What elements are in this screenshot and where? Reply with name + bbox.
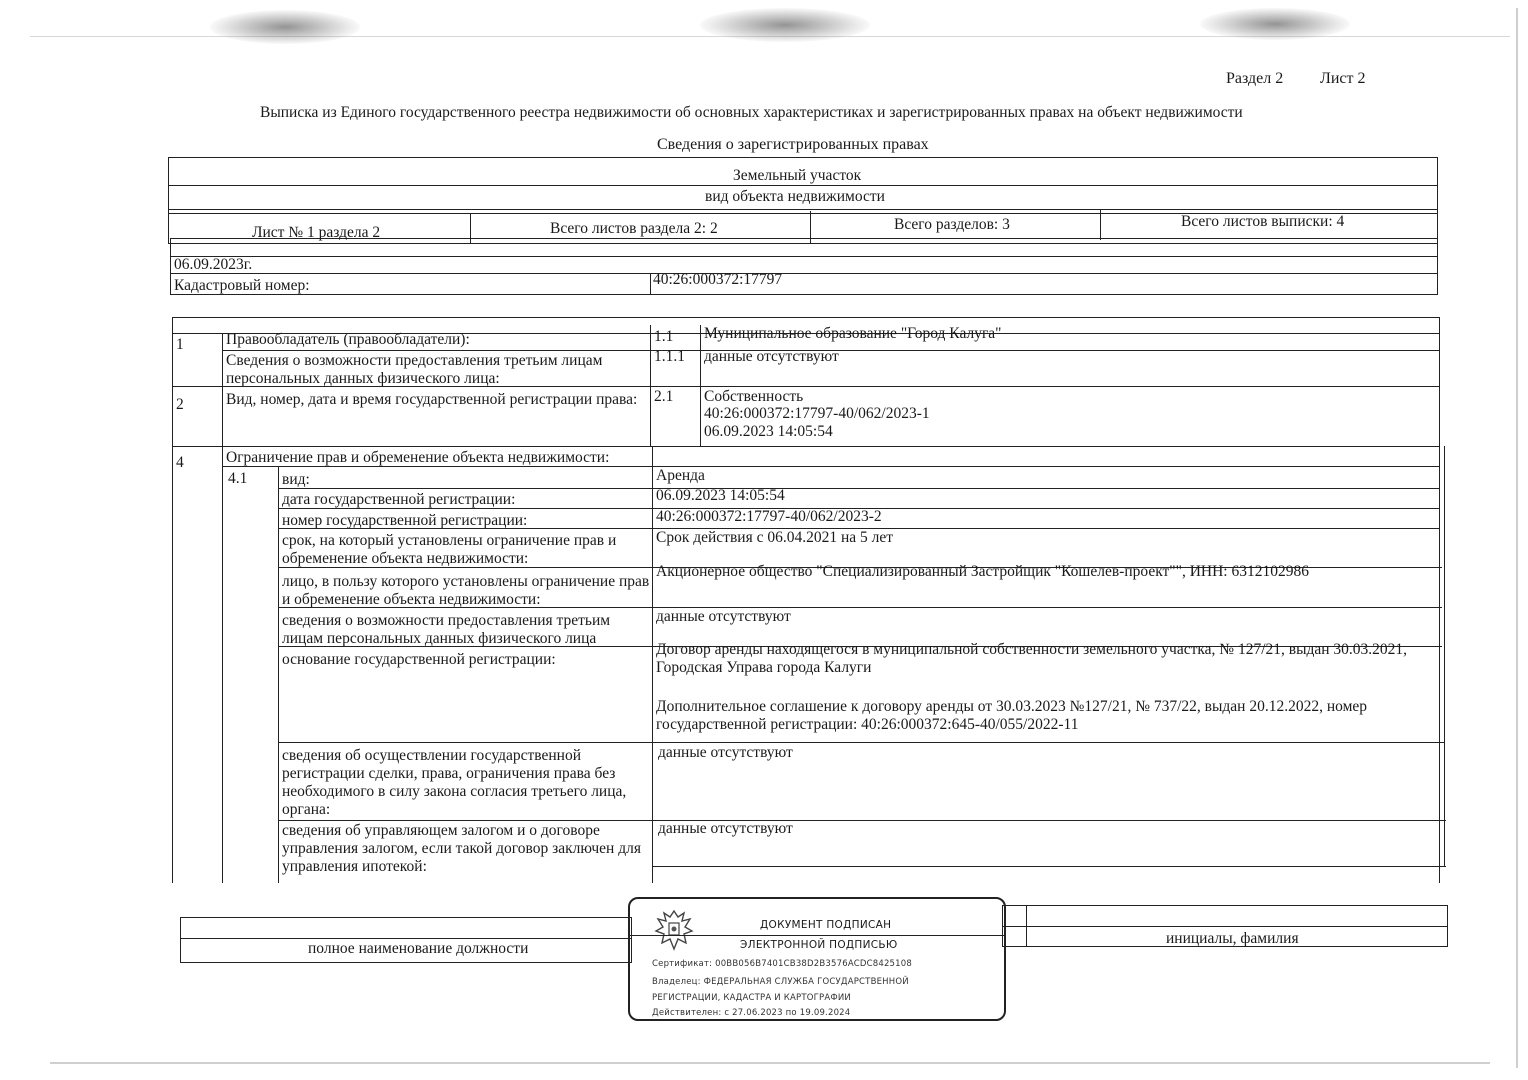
rights-row-divider xyxy=(172,446,1440,447)
item-regdate-value: 06.09.2023 14:05:54 xyxy=(656,487,785,504)
stamp-title-1: ДОКУМЕНТ ПОДПИСАН xyxy=(760,919,892,931)
total-sections: Всего разделов: 3 xyxy=(894,216,1010,233)
row1-value: Муниципальное образование "Город Калуга" xyxy=(704,325,1002,342)
row2-num: 2 xyxy=(176,396,184,413)
row4-sub-num: 4.1 xyxy=(228,470,248,487)
stamp-owner-1: Владелец: ФЕДЕРАЛЬНАЯ СЛУЖБА ГОСУДАРСТВЕННОЙ xyxy=(652,977,909,987)
row1-1-value: данные отсутствуют xyxy=(704,348,839,365)
object-type: Земельный участок xyxy=(733,167,862,184)
row1-1-label: Сведения о возможности предоставления третьим лицам персональных данных физического лица: xyxy=(226,352,603,387)
rights-row-divider xyxy=(172,386,1440,387)
row2-label: Вид, номер, дата и время государственной регистрации права: xyxy=(226,391,638,408)
item-consent-label: сведения об осуществлении государственной регистрации сделки, права, ограничения права без необходимого в силу закона согласия третьего лица, органа: xyxy=(282,747,627,818)
stamp-divider xyxy=(630,935,1004,936)
e-signature-stamp xyxy=(628,897,1006,1021)
item-personal-data-value: данные отсутствуют xyxy=(656,608,791,625)
item-right-border xyxy=(1444,446,1445,866)
scan-bottom-edge xyxy=(50,1062,1490,1064)
row1-code: 1.1 xyxy=(654,328,674,345)
sheet-label: Лист 2 xyxy=(1320,70,1366,87)
row4-num: 4 xyxy=(176,454,184,471)
meta-vdivider xyxy=(650,273,651,295)
item-beneficiary-label: лицо, в пользу которого установлены ограничение прав и обременение объекта недвижимости: xyxy=(282,573,650,608)
row2-value-line3: 06.09.2023 14:05:54 xyxy=(704,423,833,440)
item-kind-label: вид: xyxy=(282,471,310,488)
meta-box xyxy=(170,238,1438,295)
item-beneficiary-value: Акционерное общество "Специализированный Застройщик "Кошелев-проект"", ИНН: 6312102986 xyxy=(656,563,1309,580)
row2-value-line2: 40:26:000372:17797-40/062/2023-1 xyxy=(704,405,930,422)
item-basis-value: Договор аренды находящегося в муниципальной собственности земельного участка, № 127/21, выдан 30.03.2021, Городская Управа города Калуги xyxy=(656,641,1408,676)
stamp-certificate: Сертификат: 00BB056B7401CB38D2B3576ACDC8425108 xyxy=(652,959,912,969)
row2-code: 2.1 xyxy=(654,388,674,405)
signature-vdivider xyxy=(1026,905,1027,947)
object-type-caption: вид объекта недвижимости xyxy=(705,188,885,205)
cadastral-value: 40:26:000372:17797 xyxy=(653,271,783,288)
item-pledge-label: сведения об управляющем залогом и о договоре управления залогом, если такой договор заключен для управления ипотекой: xyxy=(282,822,641,875)
item-divider xyxy=(278,742,1444,743)
item-pledge-value: данные отсутствуют xyxy=(658,820,793,837)
scan-smudge xyxy=(1200,8,1350,40)
item-basis-value-2: Дополнительное соглашение к договору аренды от 30.03.2023 №127/21, № 737/22, выдан 20.12.2022, номер государственной регистрации: 40:26:000372:645-40/055/2022-11 xyxy=(656,698,1368,733)
item-divider xyxy=(278,820,1446,821)
item-regnum-label: номер государственной регистрации: xyxy=(282,512,528,529)
total-section-sheets: Всего листов раздела 2: 2 xyxy=(550,220,718,237)
item-personal-data-label: сведения о возможности предоставления третьим лицам персональных данных физического лица xyxy=(282,612,611,647)
scan-smudge xyxy=(210,10,360,44)
item-basis-label: основание государственной регистрации: xyxy=(282,651,556,668)
item-divider xyxy=(278,488,1440,489)
total-extract-sheets: Всего листов выписки: 4 xyxy=(1181,213,1345,230)
rights-row-divider xyxy=(222,466,1440,467)
sheet-number: Лист № 1 раздела 2 xyxy=(252,224,381,241)
row4-label: Ограничение прав и обременение объекта недвижимости: xyxy=(226,449,610,466)
row1-label: Правообладатель (правообладатели): xyxy=(226,331,470,348)
meta-divider xyxy=(170,256,1438,257)
cadastral-label: Кадастровый номер: xyxy=(174,277,310,294)
stamp-validity: Действителен: с 27.06.2023 по 19.09.2024 xyxy=(652,1008,851,1018)
object-type-divider xyxy=(168,185,1438,186)
item-regnum-value: 40:26:000372:17797-40/062/2023-2 xyxy=(656,508,882,525)
stamp-title-2: ЭЛЕКТРОННОЙ ПОДПИСЬЮ xyxy=(740,939,898,951)
meta-divider xyxy=(170,273,1438,274)
document-title: Выписка из Единого государственного реестра недвижимости об основных характеристиках и зарегистрированных правах на объект недвижимости xyxy=(260,104,1243,121)
item-regdate-label: дата государственной регистрации: xyxy=(282,491,516,508)
item-consent-value: данные отсутствуют xyxy=(658,744,793,761)
document-subtitle: Сведения о зарегистрированных правах xyxy=(657,136,929,153)
scan-smudge xyxy=(700,8,870,42)
item-divider xyxy=(652,866,1446,867)
item-kind-value: Аренда xyxy=(656,467,705,484)
sheets-divider xyxy=(1100,209,1101,240)
section-label: Раздел 2 xyxy=(1226,70,1284,87)
scan-right-edge xyxy=(1516,8,1518,1068)
item-term-value: Срок действия с 06.04.2021 на 5 лет xyxy=(656,529,894,546)
item-divider xyxy=(278,607,1442,608)
signature-divider xyxy=(180,938,632,939)
item-term-label: срок, на который установлены ограничение прав и обременение объекта недвижимости: xyxy=(282,532,617,567)
emblem-icon xyxy=(652,907,696,953)
position-label: полное наименование должности xyxy=(308,940,529,957)
row1-num: 1 xyxy=(176,336,184,353)
signature-divider xyxy=(1002,926,1448,927)
row2-value-line1: Собственность xyxy=(704,388,804,405)
extract-date: 06.09.2023г. xyxy=(174,256,253,273)
stamp-owner-2: РЕГИСТРАЦИИ, КАДАСТРА И КАРТОГРАФИИ xyxy=(652,993,851,1003)
name-label: инициалы, фамилия xyxy=(1166,930,1299,947)
rights-col-num xyxy=(222,333,223,883)
row1-1-code: 1.1.1 xyxy=(654,348,685,365)
